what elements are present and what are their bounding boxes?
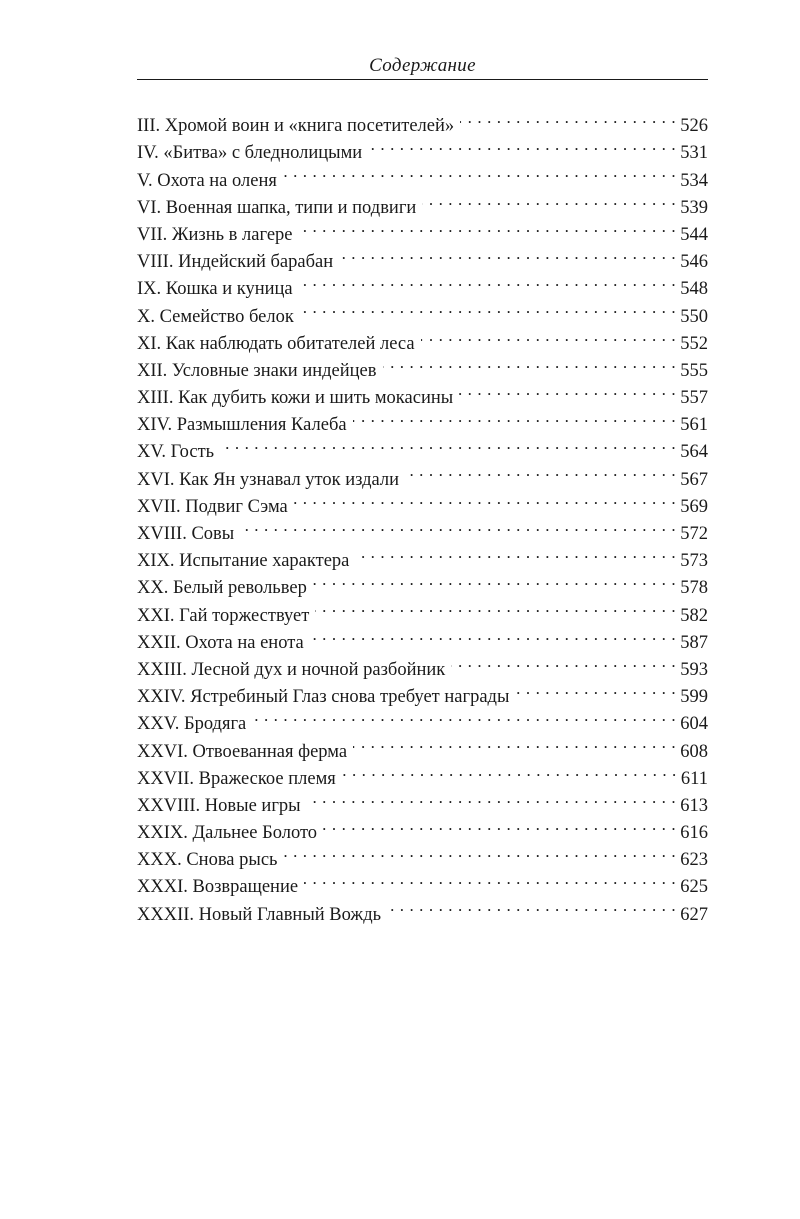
dot-leader xyxy=(460,104,676,131)
toc-entry-title: XXVIII. Новые игры xyxy=(137,795,301,816)
toc-entry-page: 582 xyxy=(680,605,708,626)
toc-entry-page: 526 xyxy=(680,116,708,137)
toc-entry-title: XIII. Как дубить кожи и шить мокасины xyxy=(137,388,454,409)
dot-leader xyxy=(387,892,676,919)
toc-entry-title: XII. Условные знаки индейцев xyxy=(137,360,377,381)
dot-leader xyxy=(353,403,677,430)
dot-leader xyxy=(283,158,676,185)
dot-leader xyxy=(422,186,676,213)
toc-entry-page: 544 xyxy=(680,224,708,245)
dot-leader xyxy=(383,349,677,376)
toc-entry-title: XI. Как наблюдать обитателей леса xyxy=(137,333,415,354)
toc-entry-title: VIII. Индейский барабан xyxy=(137,252,334,273)
dot-leader xyxy=(252,702,676,729)
toc-entry-title: XIX. Испытание характера xyxy=(137,551,350,572)
toc-entry-page: 552 xyxy=(680,333,708,354)
toc-entry-page: 561 xyxy=(680,415,708,436)
dot-leader xyxy=(313,566,676,593)
toc-entry-title: IX. Кошка и куница xyxy=(137,279,293,300)
dot-leader xyxy=(315,593,676,620)
dot-leader xyxy=(355,539,676,566)
dot-leader xyxy=(283,838,676,865)
toc-entry-page: 625 xyxy=(680,877,708,898)
toc-entry-title: X. Семейство белок xyxy=(137,306,294,327)
toc-entry-page: 623 xyxy=(680,850,708,871)
dot-leader xyxy=(405,457,676,484)
toc-entry-title: XXV. Бродяга xyxy=(137,714,247,735)
toc-entry-title: XXVII. Вражеское племя xyxy=(137,768,336,789)
toc-entry-title: V. Охота на оленя xyxy=(137,170,277,191)
dot-leader xyxy=(515,675,676,702)
dot-leader xyxy=(451,648,676,675)
toc-entry-page: 539 xyxy=(680,197,708,218)
toc-entry-title: XVII. Подвиг Сэма xyxy=(137,496,288,517)
dot-leader xyxy=(368,131,676,158)
toc-entry-title: XVIII. Совы xyxy=(137,524,235,544)
toc-entry-page: 569 xyxy=(680,496,708,517)
header-rule xyxy=(137,79,708,80)
toc-entry-page: 616 xyxy=(680,823,708,844)
dot-leader xyxy=(240,512,676,539)
toc-entry-title: III. Хромой воин и «книга посетителей» xyxy=(137,116,455,137)
toc-entry-page: 599 xyxy=(680,687,708,708)
toc-entry-page: 546 xyxy=(680,252,708,273)
running-header-title: Содержание xyxy=(369,55,476,76)
toc-entry-title: VI. Военная шапка, типи и подвиги xyxy=(137,197,417,218)
toc-entry-page: 604 xyxy=(680,714,708,735)
toc-entry-title: XVI. Как Ян узнавал уток издали xyxy=(137,469,400,490)
dot-leader xyxy=(310,621,677,648)
dot-leader xyxy=(220,430,676,457)
toc-entry-title: XXI. Гай торжествует xyxy=(137,605,310,626)
toc-entry-page: 548 xyxy=(680,279,708,300)
toc-entry-title: XX. Белый револьвер xyxy=(137,578,307,599)
dot-leader xyxy=(339,240,676,267)
toc-entry-title: XXXI. Возвращение xyxy=(137,877,299,898)
toc-entry-title: VII. Жизнь в лагере xyxy=(137,224,293,245)
dot-leader xyxy=(307,784,677,811)
toc-entry-page: 573 xyxy=(680,551,708,572)
toc-entry-page: 608 xyxy=(680,741,708,762)
toc-entry-page: 555 xyxy=(680,360,708,381)
table-of-contents xyxy=(137,104,708,925)
toc-entry-title: XV. Гость xyxy=(137,442,215,463)
toc-entry-page: 567 xyxy=(680,469,708,490)
toc-entry-page: 593 xyxy=(680,659,708,680)
toc-entry-page: 627 xyxy=(680,904,708,925)
toc-entry xyxy=(137,457,708,490)
dot-leader xyxy=(300,294,676,321)
toc-entry-title: XXIII. Лесной дух и ночной разбойник xyxy=(137,659,446,680)
toc-entry-title: XXXII. Новый Главный Вождь xyxy=(137,904,382,925)
toc-entry-title: XXII. Охота на енота xyxy=(137,632,304,653)
running-header xyxy=(137,54,708,80)
toc-entry-title: XXIV. Ястребиный Глаз снова требует награды xyxy=(137,687,510,708)
toc-entry-page: 550 xyxy=(680,306,708,327)
toc-entry xyxy=(137,104,708,137)
dot-leader xyxy=(342,757,677,784)
toc-entry-title: IV. «Битва» с бледнолицыми xyxy=(137,143,363,164)
toc-entry xyxy=(137,430,708,463)
dot-leader xyxy=(294,485,676,512)
toc-entry-page: 534 xyxy=(680,170,708,191)
toc-entry-page: 557 xyxy=(680,388,708,409)
dot-leader xyxy=(459,376,676,403)
toc-entry-page: 564 xyxy=(680,442,708,463)
toc-entry-title: XXIX. Дальнее Болото xyxy=(137,823,318,844)
dot-leader xyxy=(299,267,677,294)
dot-leader xyxy=(421,322,677,349)
toc-entry-page: 611 xyxy=(680,768,708,789)
toc-entry-page: 587 xyxy=(680,632,708,653)
toc-entry-page: 578 xyxy=(680,578,708,599)
dot-leader xyxy=(304,865,676,892)
dot-leader xyxy=(353,729,676,756)
dot-leader xyxy=(323,811,676,838)
toc-entry-page: 531 xyxy=(680,143,708,164)
dot-leader xyxy=(299,213,677,240)
toc-entry-title: XXVI. Отвоеванная ферма xyxy=(137,741,348,762)
toc-entry-title: XIV. Размышления Калеба xyxy=(137,415,347,436)
toc-entry-page: 572 xyxy=(680,524,708,544)
toc-entry-title: XXX. Снова рысь xyxy=(137,850,278,871)
toc-entry-page: 613 xyxy=(680,795,708,816)
